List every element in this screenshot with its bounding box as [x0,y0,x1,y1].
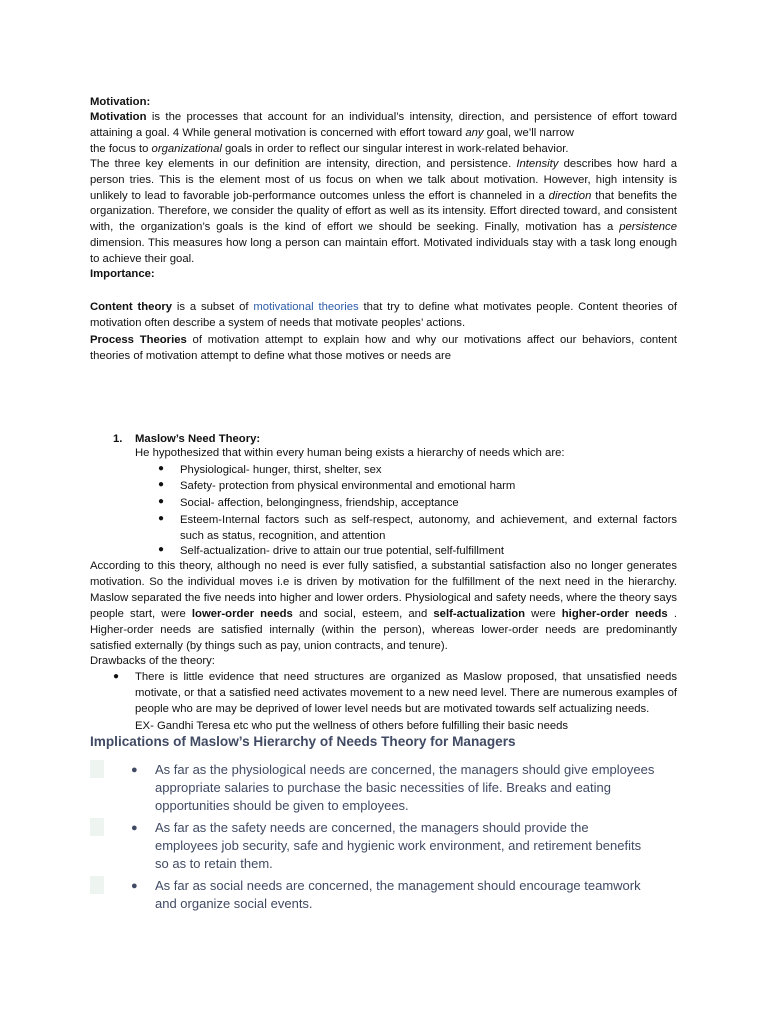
bullet-dot: ● [131,880,138,892]
def-text-4: goals in order to reflect our singular interest in work-related behavior. [221,142,569,155]
bullet-dot: ● [158,463,165,474]
process-a: of motivation attempt to explain how and why our motivations affect our behaviors, content theories of motivation attempt to define what those motives or needs are [90,334,677,362]
p2-persistence: persistence [619,221,677,234]
maslow-heading [113,431,677,447]
bullet-dot: ● [158,544,165,555]
implication-physiological: As far as the physiological needs are concerned, the managers should give employees appropriate salaries to purchase the basic necessities of life. Breaks and eating opportunities should be given to employees. [155,762,655,813]
theory-d: . Higher-order needs are satisfied internally (within the person), whereas lower-order needs are predominantly satisfied externally (by things such as pay, union contracts, and tenure). [90,608,677,653]
implications-title: Implications of Maslow’s Hierarchy of Needs Theory for Managers [90,734,516,749]
def-text-3: the focus to [90,142,152,155]
content-theory-paragraph [90,300,677,332]
motivational-theories-link[interactable]: motivational theories [253,301,359,313]
p2-a: The three key elements in our definition are intensity, direction, and persistence. [90,158,517,170]
maslow-title: Maslow’s Need Theory: [135,433,261,445]
key-elements-paragraph [90,157,677,268]
implication-social: As far as social needs are concerned, the management should encourage teamwork and organize social events. [155,878,641,911]
heading-importance: Importance: [90,268,155,280]
list-marker-decoration [90,818,104,836]
drawbacks-label: Drawbacks of the theory: [90,655,215,667]
def-bold: Motivation [90,111,147,123]
heading-motivation: Motivation: [90,96,151,108]
def-any: any [465,126,484,139]
def-organizational: organizational [151,142,222,155]
need-esteem: Esteem-Internal factors such as self-respect, autonomy, and achievement, and external factors such as status, recognition, and attention [180,514,677,543]
bullet-dot: ● [131,764,138,776]
p2-intensity: Intensity [516,158,559,170]
p2-b: describes how hard a person tries. This is the element most of us focus on when we talk about motivation. However, high intensity is unlikely to lead to favorable job-performance outcomes unless the effort is channeled in a [90,158,677,202]
content-b: that try to define what motivates people. Content theories of motivation often describe a system of needs that motivate peoples’ actions. [90,301,678,329]
bullet-dot: ● [113,671,120,682]
need-self-actualization: Self-actualization- drive to attain our true potential, self-fulfillment [180,545,505,557]
theory-a: According to this theory, although no need is ever fully satisfied, a substantial satisfaction also no longer generates motivation. So the individual moves i.e is driven by motivation for the fulfillment of the next need in the hierarchy. Maslow separated the five needs into higher and lower orders. Physiological and safety needs, where the theory says people start, were [90,560,677,621]
def-text-2: goal, we’ll narrow [483,126,574,139]
need-safety: Safety- protection from physical environmental and emotional harm [180,480,516,492]
theory-paragraph [90,558,677,655]
drawbacks-example: EX- Gandhi Teresa etc who put the wellness of others before fulfilling their basic needs [135,720,569,732]
maslow-intro: He hypothesized that within every human being exists a hierarchy of needs which are: [135,447,565,459]
process-bold: Process Theories [90,334,187,346]
content-bold: Content theory [90,301,173,313]
bullet-dot: ● [158,496,165,507]
theory-lower-order: lower-order needs [191,608,293,621]
p2-d: dimension. This measures how long a person can maintain effort. Motivated individuals stay with a task long enough to achieve their goal. [90,236,677,265]
process-theories-paragraph [90,333,677,365]
need-physiological: Physiological- hunger, thirst, shelter, sex [180,464,382,476]
maslow-number: 1. [113,433,123,445]
bullet-dot: ● [158,513,165,524]
bullet-dot: ● [158,479,165,490]
implication-safety: As far as the safety needs are concerned, the managers should provide the employees job security, safe and hygienic work environment, and retirement benefits so as to retain them. [155,820,642,871]
bullet-dot: ● [131,822,138,834]
theory-b: and social, esteem, and [292,608,434,621]
drawbacks-text: There is little evidence that need structures are organized as Maslow proposed, that unsatisfied needs motivate, or that a satisfied need activates movement to a new need level. There are numerous examples of people who are may be deprived of lower level needs but are motivated towards self actualizing needs. [135,671,677,715]
content-a: is a subset of [172,301,254,313]
theory-higher-order: higher-order needs [561,608,668,621]
def-text-1: is the processes that account for an individual’s intensity, direction, and persistence of effort toward attaining a goal. 4 While general motivation is concerned with effort toward [90,111,677,139]
list-marker-decoration [90,876,104,894]
need-social: Social- affection, belongingness, friendship, acceptance [180,497,459,509]
theory-self-actualization: self-actualization [433,608,526,621]
theory-c: were [525,608,562,621]
p2-c: that benefits the organization. Therefore, we consider the quality of effort as well as its intensity. Effort directed toward, and consistent with, the organization’s goals is the kind of effort we should be seeking. Finally, motivation has a [90,189,678,234]
list-marker-decoration [90,760,104,778]
p2-direction: direction [548,189,592,202]
definition-paragraph [90,110,677,157]
